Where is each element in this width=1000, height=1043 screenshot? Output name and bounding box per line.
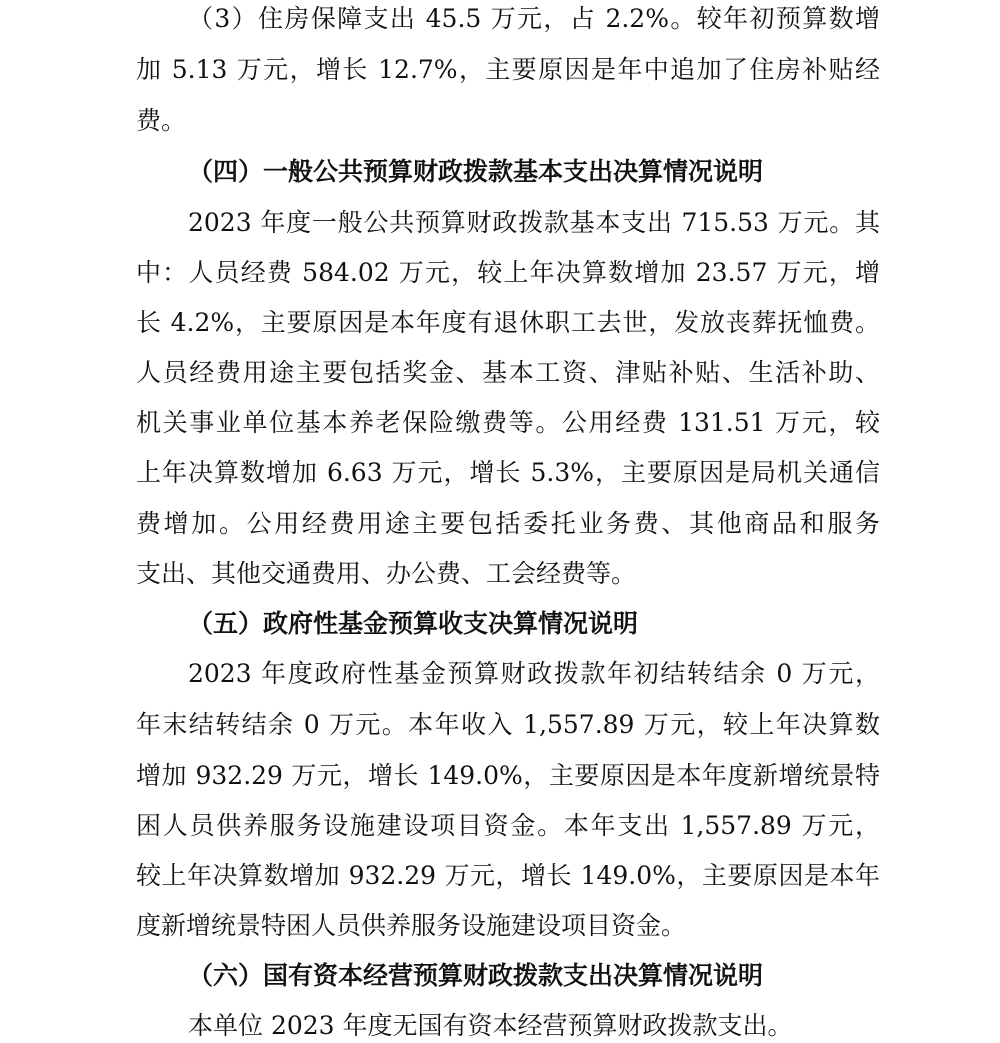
paragraph-line: 上年决算数增加 6.63 万元，增长 5.3%，主要原因是局机关通信 (136, 458, 880, 487)
paragraph-line: 增加 932.29 万元，增长 149.0%，主要原因是本年度新增统景特 (136, 761, 880, 790)
paragraph-line: 中：人员经费 584.02 万元，较上年决算数增加 23.57 万元，增 (136, 258, 880, 287)
paragraph-line: 人员经费用途主要包括奖金、基本工资、津贴补贴、生活补助、 (136, 358, 880, 387)
paragraph-line: 年末结转结余 0 万元。本年收入 1,557.89 万元，较上年决算数 (136, 710, 880, 739)
paragraph-line: 支出、其他交通费用、办公费、工会经费等。 (136, 559, 637, 588)
paragraph-line: 2023 年度政府性基金预算财政拨款年初结转结余 0 万元， (188, 659, 880, 688)
paragraph-line: （3）住房保障支出 45.5 万元，占 2.2%。较年初预算数增 (188, 4, 880, 33)
paragraph-line: 度新增统景特困人员供养服务设施建设项目资金。 (136, 911, 687, 940)
paragraph-line: 2023 年度一般公共预算财政拨款基本支出 715.53 万元。其 (188, 208, 880, 237)
section-heading-4: （四）一般公共预算财政拨款基本支出决算情况说明 (188, 157, 764, 186)
section-heading-6: （六）国有资本经营预算财政拨款支出决算情况说明 (188, 961, 764, 990)
paragraph-line: 费。 (136, 106, 187, 135)
paragraph-line: 费增加。公用经费用途主要包括委托业务费、其他商品和服务 (136, 509, 880, 538)
paragraph-line: 机关事业单位基本养老保险缴费等。公用经费 131.51 万元，较 (136, 408, 880, 437)
paragraph-line: 长 4.2%，主要原因是本年度有退休职工去世，发放丧葬抚恤费。 (136, 308, 880, 337)
paragraph-line: 困人员供养服务设施建设项目资金。本年支出 1,557.89 万元， (136, 811, 880, 840)
section-heading-5: （五）政府性基金预算收支决算情况说明 (188, 609, 639, 638)
paragraph-line: 加 5.13 万元，增长 12.7%，主要原因是年中追加了住房补贴经 (136, 55, 880, 84)
paragraph-line: 较上年决算数增加 932.29 万元，增长 149.0%，主要原因是本年 (136, 861, 880, 890)
paragraph-line: 本单位 2023 年度无国有资本经营预算财政拨款支出。 (188, 1011, 793, 1040)
